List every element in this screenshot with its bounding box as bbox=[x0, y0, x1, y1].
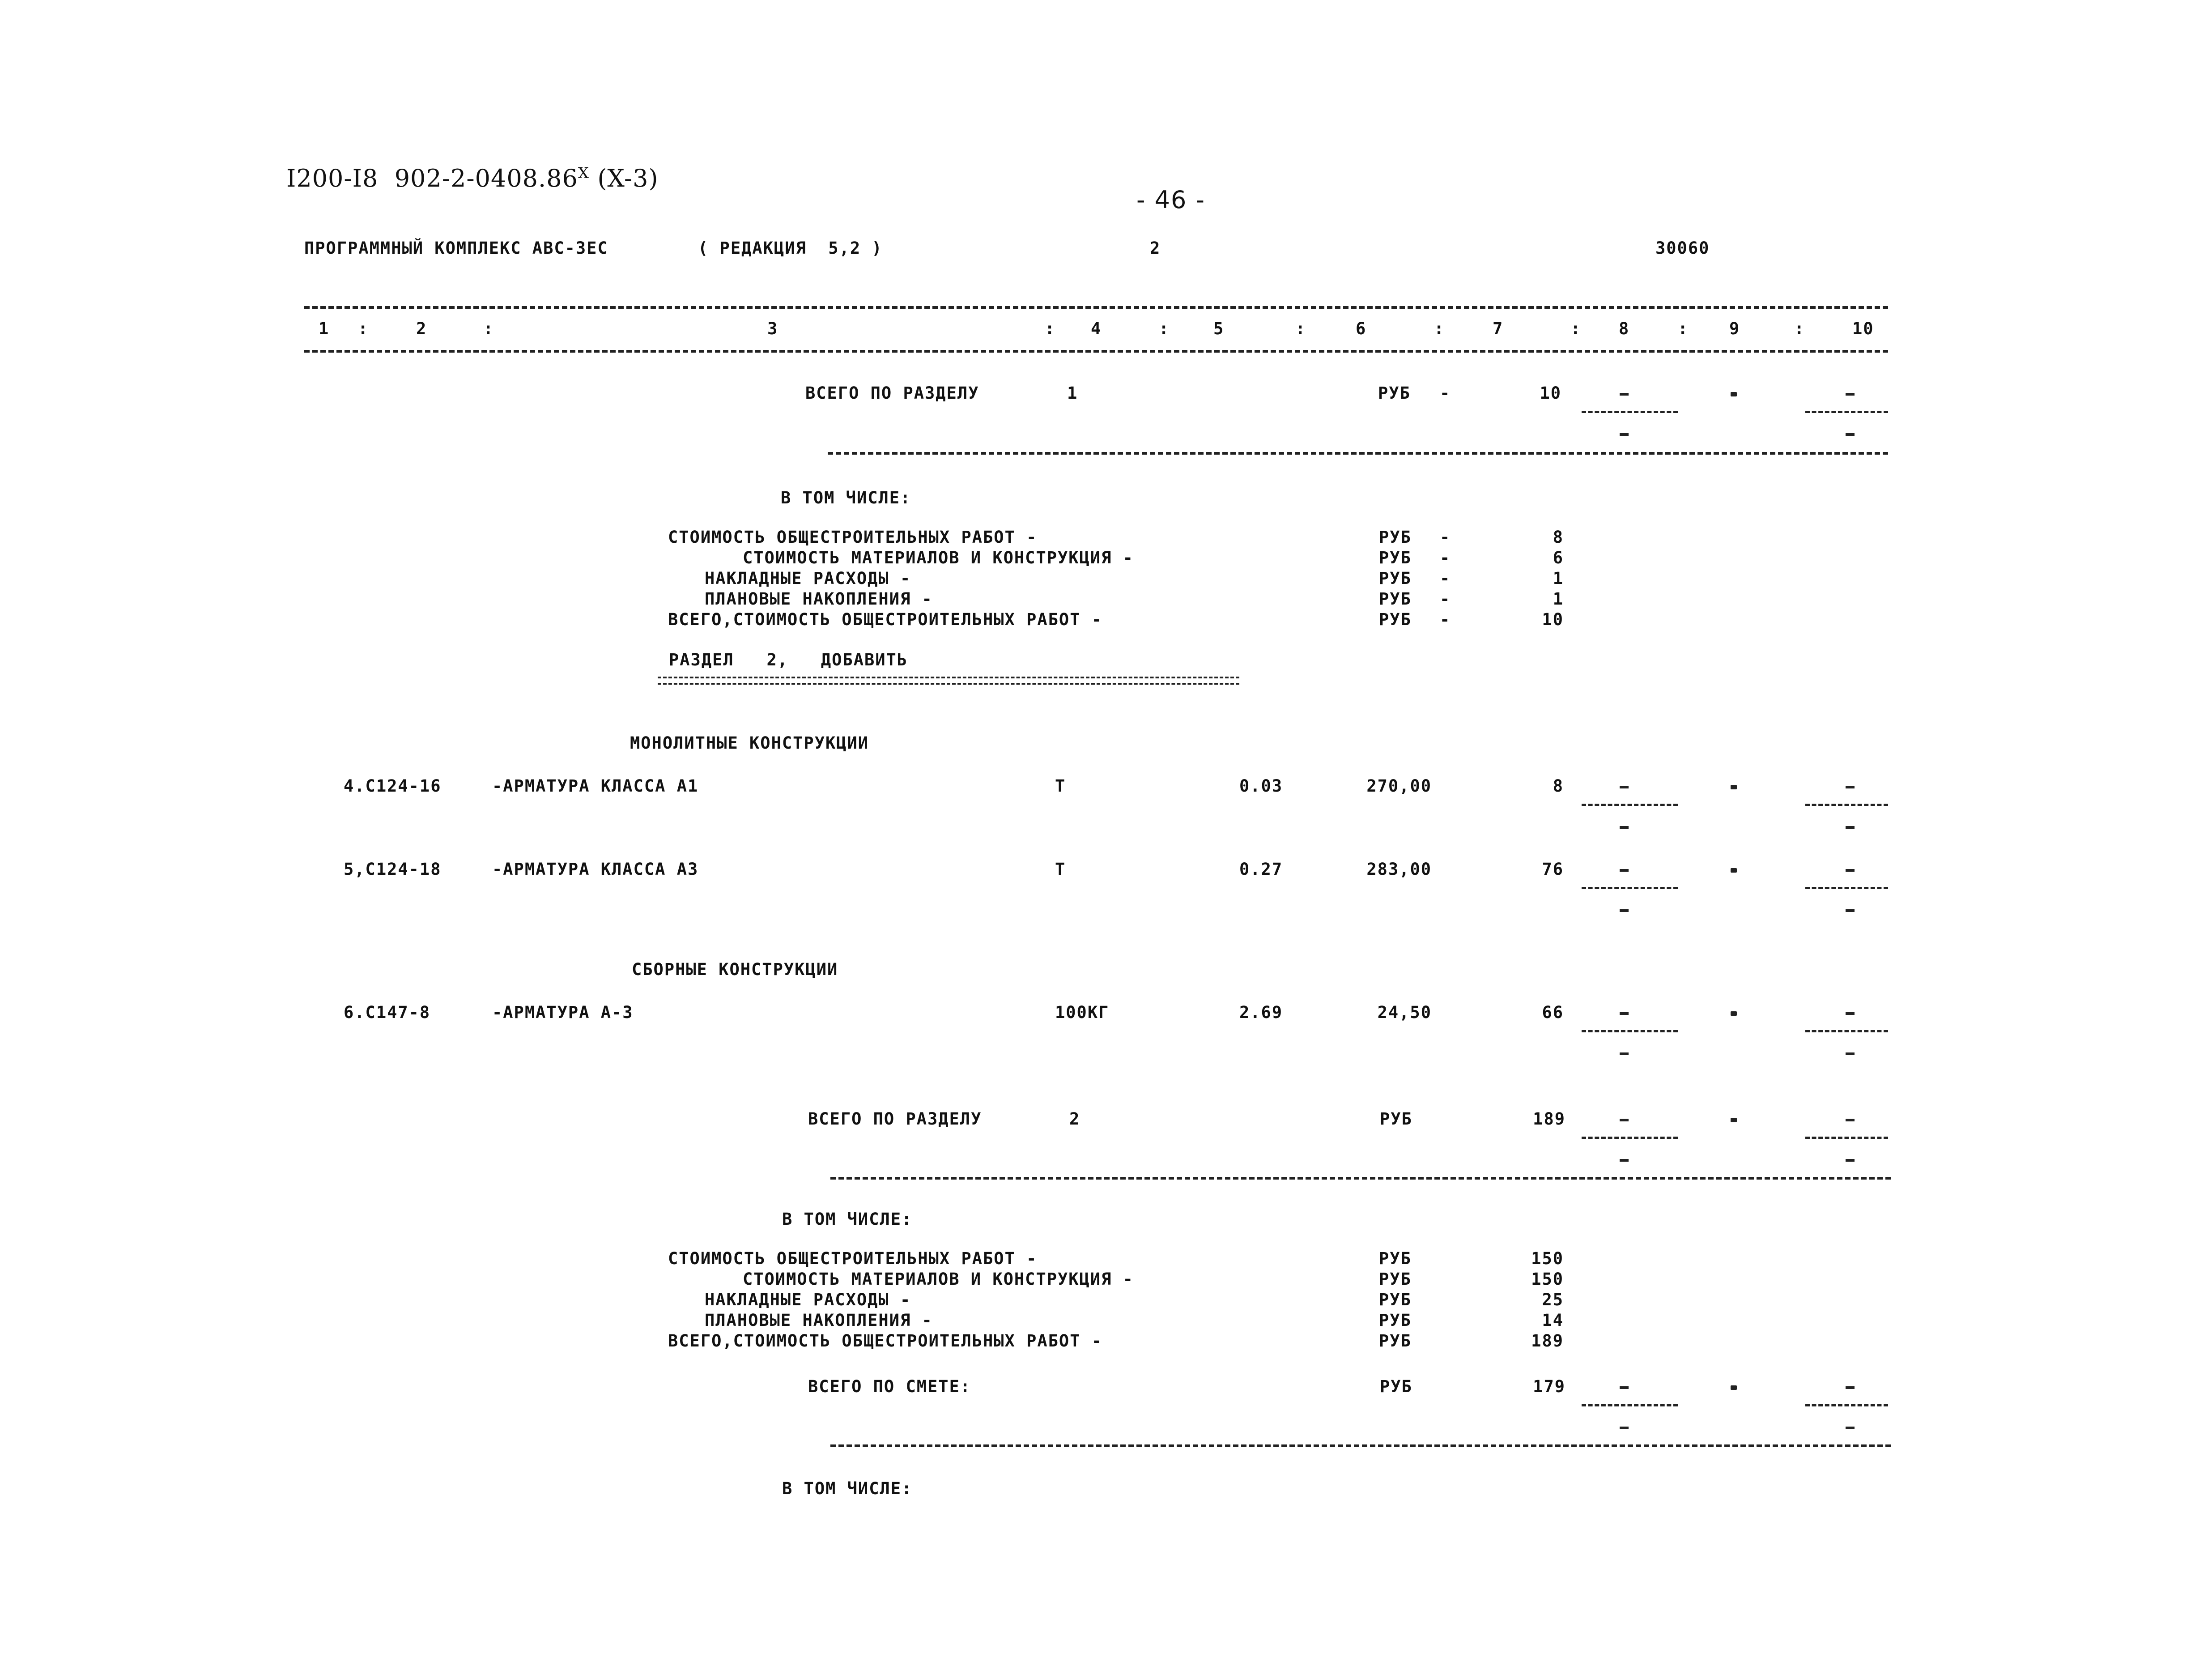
incl-row-unit: РУБ bbox=[1379, 569, 1412, 588]
col10-subtotal-mark bbox=[1846, 433, 1855, 436]
incl-row-label: ВСЕГО,СТОИМОСТЬ ОБЩЕСТРОИТЕЛЬНЫХ РАБОТ - bbox=[668, 1331, 1103, 1351]
section1-rule bbox=[828, 452, 1888, 455]
incl-row-dash: - bbox=[1440, 589, 1451, 609]
col8-subtotal-rule bbox=[1582, 887, 1678, 889]
col8-subtotal-mark bbox=[1620, 1427, 1629, 1429]
col8-subtotal-mark bbox=[1620, 433, 1629, 436]
column-number: 5 bbox=[1213, 319, 1225, 338]
col10-subtotal-mark bbox=[1846, 909, 1855, 912]
incl-row-dash: - bbox=[1440, 548, 1451, 567]
column-number: 1 bbox=[319, 319, 330, 338]
reference-code: 902-2-0408.86 bbox=[394, 164, 578, 192]
incl-row-label: ПЛАНОВЫЕ НАКОПЛЕНИЯ - bbox=[705, 589, 933, 609]
document-code: 30060 bbox=[1655, 239, 1710, 258]
incl-row-label: НАКЛАДНЫЕ РАСХОДЫ - bbox=[705, 1290, 911, 1309]
section2-title: РАЗДЕЛ 2, ДОБАВИТЬ bbox=[669, 650, 908, 669]
incl-row-value: 189 bbox=[1531, 1331, 1564, 1351]
col9-mark bbox=[1731, 785, 1737, 789]
incl-row-label: НАКЛАДНЫЕ РАСХОДЫ - bbox=[705, 569, 911, 588]
column-separator: : bbox=[1794, 319, 1805, 338]
section1-total-num: 1 bbox=[1067, 383, 1078, 403]
item-price: 270,00 bbox=[1366, 776, 1432, 796]
col8-subtotal-mark bbox=[1620, 826, 1629, 829]
incl-row-unit: РУБ bbox=[1379, 1249, 1412, 1268]
incl-row-unit: РУБ bbox=[1379, 1331, 1412, 1351]
incl-row-label: СТОИМОСТЬ МАТЕРИАЛОВ И КОНСТРУКЦИЯ - bbox=[743, 548, 1134, 567]
item-cost: 66 bbox=[1542, 1003, 1564, 1022]
item-unit: Т bbox=[1055, 860, 1066, 879]
estimate-total-unit: РУБ bbox=[1380, 1377, 1412, 1396]
col8-subtotal-mark bbox=[1620, 1159, 1629, 1162]
incl-row-unit: РУБ bbox=[1379, 589, 1412, 609]
item-qty: 0.03 bbox=[1239, 776, 1283, 796]
column-separator: : bbox=[358, 319, 369, 338]
col8-subtotal-mark bbox=[1620, 1052, 1629, 1055]
item-unit: Т bbox=[1055, 776, 1066, 796]
section1-total-label: ВСЕГО ПО РАЗДЕЛУ bbox=[805, 383, 979, 403]
column-number: 10 bbox=[1852, 319, 1874, 338]
column-number: 8 bbox=[1619, 319, 1630, 338]
item-price: 283,00 bbox=[1366, 860, 1432, 879]
item-code: 6.С147-8 bbox=[344, 1003, 431, 1022]
col10-subtotal-rule bbox=[1805, 411, 1888, 413]
incl-row-value: 14 bbox=[1542, 1311, 1564, 1330]
incl-row-unit: РУБ bbox=[1379, 1290, 1412, 1309]
section2-total-value: 189 bbox=[1533, 1109, 1565, 1129]
incl-row-unit: РУБ bbox=[1379, 1311, 1412, 1330]
item-name: -АРМАТУРА КЛАССА А1 bbox=[492, 776, 699, 796]
reference-superscript: X bbox=[578, 164, 590, 182]
col8-mark bbox=[1620, 393, 1629, 396]
col10-subtotal-rule bbox=[1805, 1030, 1888, 1032]
col10-subtotal-rule bbox=[1805, 1137, 1888, 1139]
col10-mark bbox=[1846, 1386, 1855, 1389]
col10-subtotal-mark bbox=[1846, 1159, 1855, 1162]
column-separator: : bbox=[1045, 319, 1056, 338]
section1-total-value: 10 bbox=[1540, 383, 1561, 403]
item-unit: 100КГ bbox=[1055, 1003, 1110, 1022]
col8-mark bbox=[1620, 869, 1629, 872]
group-prefab: СБОРНЫЕ КОНСТРУКЦИИ bbox=[632, 960, 838, 979]
section2-total-unit: РУБ bbox=[1380, 1109, 1412, 1129]
col9-mark bbox=[1731, 1118, 1737, 1122]
incl-row-value: 150 bbox=[1531, 1249, 1564, 1268]
column-number: 2 bbox=[416, 319, 427, 338]
estimate-rule bbox=[830, 1444, 1891, 1447]
column-separator: : bbox=[1678, 319, 1689, 338]
item-price: 24,50 bbox=[1377, 1003, 1432, 1022]
column-separator: : bbox=[1570, 319, 1582, 338]
column-separator: : bbox=[1159, 319, 1170, 338]
col10-mark bbox=[1846, 1012, 1855, 1015]
reference-prefix: I200-I8 bbox=[286, 164, 379, 192]
col8-subtotal-rule bbox=[1582, 1137, 1678, 1139]
col9-mark bbox=[1731, 1011, 1737, 1016]
group-monolithic: МОНОЛИТНЫЕ КОНСТРУКЦИИ bbox=[630, 733, 869, 753]
col8-subtotal-rule bbox=[1582, 1030, 1678, 1032]
col9-mark bbox=[1731, 392, 1737, 396]
item-name: -АРМАТУРА А-3 bbox=[492, 1003, 634, 1022]
col10-subtotal-mark bbox=[1846, 1427, 1855, 1429]
incl-row-value: 6 bbox=[1553, 548, 1564, 567]
edition: ( РЕДАКЦИЯ 5,2 ) bbox=[698, 239, 883, 258]
section2-rule bbox=[830, 1177, 1891, 1180]
item-qty: 0.27 bbox=[1239, 860, 1283, 879]
incl-row-value: 8 bbox=[1553, 528, 1564, 547]
col10-subtotal-mark bbox=[1846, 1052, 1855, 1055]
header-rule-top bbox=[304, 306, 1888, 309]
incl-row-dash: - bbox=[1440, 528, 1451, 547]
section2-total-num: 2 bbox=[1069, 1109, 1080, 1129]
incl-row-value: 1 bbox=[1553, 589, 1564, 609]
col8-mark bbox=[1620, 1012, 1629, 1015]
incl-row-value: 150 bbox=[1531, 1270, 1564, 1289]
incl2-title: В ТОМ ЧИСЛЕ: bbox=[782, 1210, 913, 1229]
col8-subtotal-rule bbox=[1582, 1404, 1678, 1406]
incl-row-label: ПЛАНОВЫЕ НАКОПЛЕНИЯ - bbox=[705, 1311, 933, 1330]
section1-total-unit: РУБ bbox=[1378, 383, 1411, 403]
col10-mark bbox=[1846, 786, 1855, 788]
col9-mark bbox=[1731, 1385, 1737, 1390]
column-separator: : bbox=[483, 319, 494, 338]
incl-row-value: 25 bbox=[1542, 1290, 1564, 1309]
incl-row-unit: РУБ bbox=[1379, 610, 1412, 629]
column-number: 4 bbox=[1091, 319, 1102, 338]
incl-row-label: СТОИМОСТЬ ОБЩЕСТРОИТЕЛЬНЫХ РАБОТ - bbox=[668, 528, 1038, 547]
col10-subtotal-rule bbox=[1805, 887, 1888, 889]
incl-row-dash: - bbox=[1440, 569, 1451, 588]
page-number: - 46 - bbox=[1136, 186, 1206, 214]
incl-row-dash: - bbox=[1440, 610, 1451, 629]
reference-variant: (X-3) bbox=[597, 164, 659, 192]
incl-row-label: СТОИМОСТЬ ОБЩЕСТРОИТЕЛЬНЫХ РАБОТ - bbox=[668, 1249, 1038, 1268]
incl-row-label: СТОИМОСТЬ МАТЕРИАЛОВ И КОНСТРУКЦИЯ - bbox=[743, 1270, 1134, 1289]
column-number: 7 bbox=[1493, 319, 1504, 338]
col8-subtotal-rule bbox=[1582, 804, 1678, 806]
incl-row-value: 1 bbox=[1553, 569, 1564, 588]
col10-subtotal-mark bbox=[1846, 826, 1855, 829]
column-separator: : bbox=[1295, 319, 1306, 338]
col8-subtotal-mark bbox=[1620, 909, 1629, 912]
column-number: 9 bbox=[1729, 319, 1740, 338]
header-rule-bottom bbox=[304, 350, 1888, 353]
item-cost: 8 bbox=[1553, 776, 1564, 796]
sheet-number: 2 bbox=[1150, 239, 1161, 258]
program-name: ПРОГРАММНЫЙ КОМПЛЕКС АВС-ЗЕС bbox=[304, 239, 608, 258]
col10-mark bbox=[1846, 1119, 1855, 1121]
col10-mark bbox=[1846, 869, 1855, 872]
item-code: 5,С124-18 bbox=[344, 860, 442, 879]
column-number: 6 bbox=[1356, 319, 1367, 338]
col8-subtotal-rule bbox=[1582, 411, 1678, 413]
col8-mark bbox=[1620, 1119, 1629, 1121]
incl-row-label: ВСЕГО,СТОИМОСТЬ ОБЩЕСТРОИТЕЛЬНЫХ РАБОТ - bbox=[668, 610, 1103, 629]
section2-total-label: ВСЕГО ПО РАЗДЕЛУ bbox=[808, 1109, 982, 1129]
col9-mark bbox=[1731, 868, 1737, 873]
incl-row-value: 10 bbox=[1542, 610, 1564, 629]
column-number: 3 bbox=[767, 319, 778, 338]
section2-title-underline bbox=[658, 677, 1239, 685]
incl-row-unit: РУБ bbox=[1379, 1270, 1412, 1289]
column-separator: : bbox=[1434, 319, 1445, 338]
section1-total-dash: - bbox=[1440, 383, 1451, 403]
col8-mark bbox=[1620, 786, 1629, 788]
document-reference bbox=[286, 166, 659, 191]
col10-mark bbox=[1846, 393, 1855, 396]
incl-row-unit: РУБ bbox=[1379, 548, 1412, 567]
estimate-total-value: 179 bbox=[1533, 1377, 1565, 1396]
item-cost: 76 bbox=[1542, 860, 1564, 879]
estimate-total-label: ВСЕГО ПО СМЕТЕ: bbox=[808, 1377, 971, 1396]
item-name: -АРМАТУРА КЛАССА А3 bbox=[492, 860, 699, 879]
item-qty: 2.69 bbox=[1239, 1003, 1283, 1022]
item-code: 4.С124-16 bbox=[344, 776, 442, 796]
col10-subtotal-rule bbox=[1805, 804, 1888, 806]
col10-subtotal-rule bbox=[1805, 1404, 1888, 1406]
incl3-title: В ТОМ ЧИСЛЕ: bbox=[782, 1479, 913, 1498]
incl1-title: В ТОМ ЧИСЛЕ: bbox=[781, 488, 911, 507]
col8-mark bbox=[1620, 1386, 1629, 1389]
incl-row-unit: РУБ bbox=[1379, 528, 1412, 547]
